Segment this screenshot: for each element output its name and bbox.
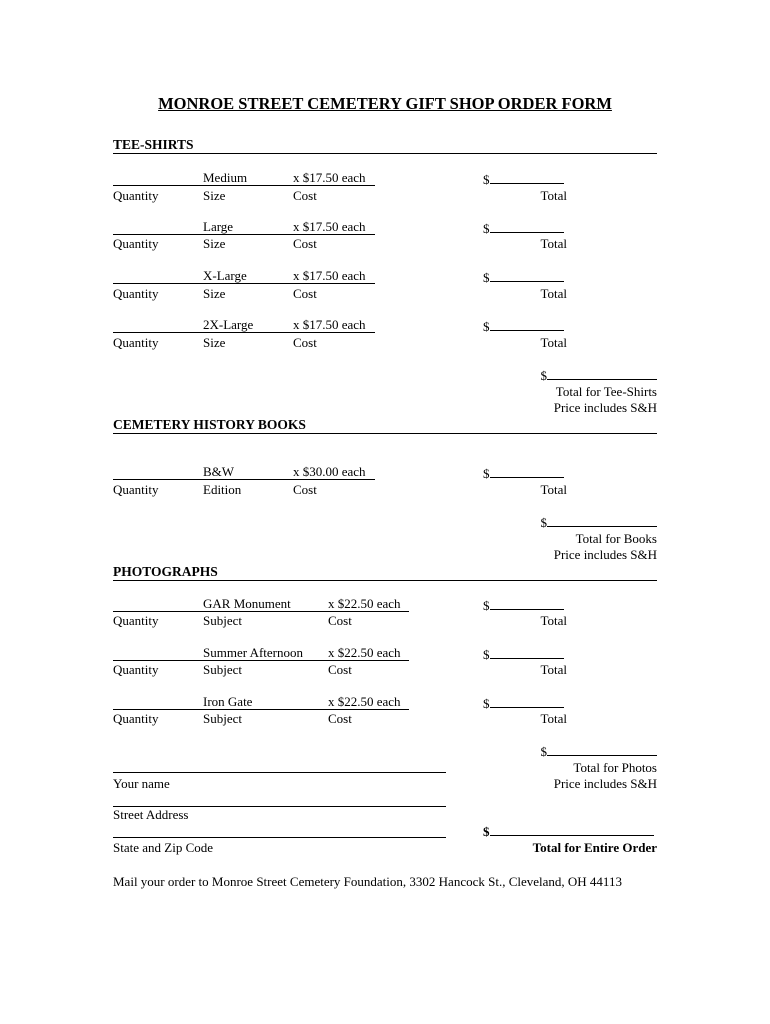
photos-heading: PHOTOGRAPHS <box>113 564 657 581</box>
photo-irongate-total-field[interactable] <box>483 695 567 711</box>
quantity-label: Quantity <box>113 711 159 726</box>
cost-label: Cost <box>293 286 317 301</box>
dollar-sign: $ <box>483 466 490 481</box>
edition-label: Edition <box>203 482 242 497</box>
your-name-field[interactable] <box>113 758 446 773</box>
tee-size-medium: Medium <box>203 171 295 186</box>
tee-xlarge-total-field[interactable] <box>483 269 567 285</box>
photos-subtotal-label: Total for Photos <box>573 760 657 775</box>
tee-large-total-field[interactable] <box>483 220 567 236</box>
book-price: x $30.00 each <box>293 465 375 480</box>
tee-large-quantity-field[interactable] <box>113 220 204 235</box>
dollar-sign: $ <box>483 270 490 285</box>
dollar-sign: $ <box>483 172 490 187</box>
total-label: Total <box>540 286 567 301</box>
photo-subject-gar-monument: GAR Monument <box>203 597 329 612</box>
size-label: Size <box>203 188 226 203</box>
dollar-sign: $ <box>483 647 490 662</box>
photo-gar-total-field[interactable] <box>483 597 567 613</box>
photo-price: x $22.50 each <box>328 597 409 612</box>
tee-subtotal-label: Total for Tee-Shirts <box>555 384 657 399</box>
tee-2xlarge-total-field[interactable] <box>483 318 567 334</box>
cost-label: Cost <box>328 711 352 726</box>
quantity-label: Quantity <box>113 662 159 677</box>
book-quantity-field[interactable] <box>113 465 204 480</box>
photo-price: x $22.50 each <box>328 646 409 661</box>
tee-shirts-heading: TEE-SHIRTS <box>113 137 657 154</box>
photo-gar-quantity-field[interactable] <box>113 597 204 612</box>
books-subtotal-note: Price includes S&H <box>553 547 657 562</box>
tee-price: x $17.50 each <box>293 318 375 333</box>
tee-price: x $17.50 each <box>293 220 375 235</box>
dollar-sign: $ <box>540 744 547 759</box>
cost-label: Cost <box>328 662 352 677</box>
subject-label: Subject <box>203 613 242 628</box>
photos-subtotal-field[interactable] <box>500 743 657 759</box>
dollar-sign: $ <box>483 696 490 711</box>
quantity-label: Quantity <box>113 188 159 203</box>
size-label: Size <box>203 286 226 301</box>
grand-total-field[interactable] <box>483 823 657 839</box>
dollar-sign: $ <box>540 368 547 383</box>
photo-subject-iron-gate: Iron Gate <box>203 695 329 710</box>
cost-label: Cost <box>328 613 352 628</box>
total-label: Total <box>540 236 567 251</box>
cost-label: Cost <box>293 335 317 350</box>
size-label: Size <box>203 236 226 251</box>
quantity-label: Quantity <box>113 335 159 350</box>
tee-size-xlarge: X-Large <box>203 269 295 284</box>
subject-label: Subject <box>203 662 242 677</box>
street-address-label: Street Address <box>113 807 189 822</box>
tee-subtotal-field[interactable] <box>500 367 657 383</box>
page-title: MONROE STREET CEMETERY GIFT SHOP ORDER FORM <box>158 94 612 113</box>
tee-subtotal-note: Price includes S&H <box>553 400 657 415</box>
photo-subject-summer-afternoon: Summer Afternoon <box>203 646 329 661</box>
mail-instructions: Mail your order to Monroe Street Cemetery Foundation, 3302 Hancock St., Cleveland, OH 44113 <box>113 874 622 889</box>
tee-size-2xlarge: 2X-Large <box>203 318 295 333</box>
photo-summer-total-field[interactable] <box>483 646 567 662</box>
tee-medium-quantity-field[interactable] <box>113 171 204 186</box>
quantity-label: Quantity <box>113 286 159 301</box>
state-zip-field[interactable] <box>113 823 446 838</box>
photo-price: x $22.50 each <box>328 695 409 710</box>
dollar-sign: $ <box>483 221 490 236</box>
dollar-sign: $ <box>483 598 490 613</box>
quantity-label: Quantity <box>113 482 159 497</box>
photo-irongate-quantity-field[interactable] <box>113 695 204 710</box>
tee-price: x $17.50 each <box>293 269 375 284</box>
book-edition-bw: B&W <box>203 465 295 480</box>
tee-2xlarge-quantity-field[interactable] <box>113 318 204 333</box>
cost-label: Cost <box>293 236 317 251</box>
book-total-field[interactable] <box>483 465 567 481</box>
books-subtotal-field[interactable] <box>500 514 657 530</box>
tee-size-large: Large <box>203 220 295 235</box>
quantity-label: Quantity <box>113 236 159 251</box>
cost-label: Cost <box>293 482 317 497</box>
photos-subtotal-note: Price includes S&H <box>553 776 657 791</box>
total-label: Total <box>540 711 567 726</box>
dollar-sign: $ <box>540 515 547 530</box>
dollar-sign: $ <box>483 824 490 839</box>
dollar-sign: $ <box>483 319 490 334</box>
books-heading: CEMETERY HISTORY BOOKS <box>113 417 657 434</box>
state-zip-label: State and Zip Code <box>113 840 214 855</box>
tee-xlarge-quantity-field[interactable] <box>113 269 204 284</box>
total-label: Total <box>540 482 567 497</box>
subject-label: Subject <box>203 711 242 726</box>
photo-summer-quantity-field[interactable] <box>113 646 204 661</box>
tee-medium-total-field[interactable] <box>483 171 567 187</box>
size-label: Size <box>203 335 226 350</box>
grand-total-label: Total for Entire Order <box>532 840 657 855</box>
books-subtotal-label: Total for Books <box>575 531 657 546</box>
street-address-field[interactable] <box>113 792 446 807</box>
tee-price: x $17.50 each <box>293 171 375 186</box>
total-label: Total <box>540 335 567 350</box>
total-label: Total <box>540 613 567 628</box>
cost-label: Cost <box>293 188 317 203</box>
your-name-label: Your name <box>113 776 170 791</box>
quantity-label: Quantity <box>113 613 159 628</box>
total-label: Total <box>540 188 567 203</box>
total-label: Total <box>540 662 567 677</box>
